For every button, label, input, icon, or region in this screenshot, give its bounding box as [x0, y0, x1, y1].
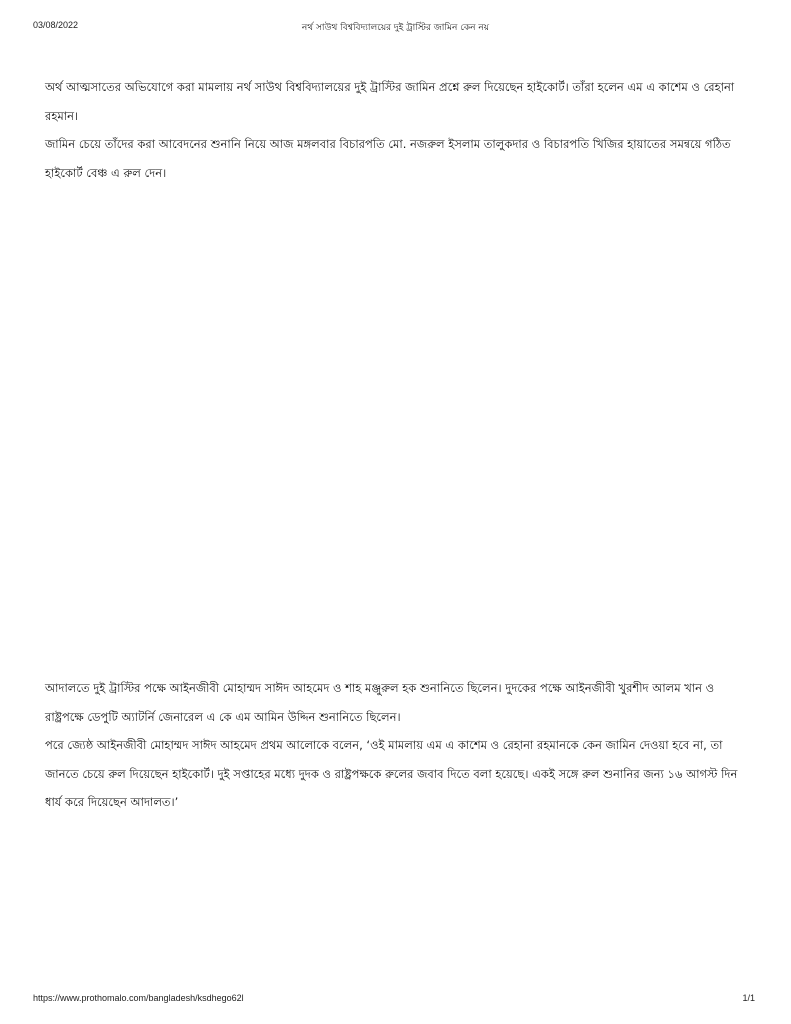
page-number: 1/1 [742, 993, 755, 1003]
page-title: নর্থ সাউথ বিশ্ববিদ্যালয়ের দুই ট্রাস্টির জামিন কেন নয় [301, 23, 490, 33]
article-body-bottom [45, 674, 750, 817]
article-body-top [45, 73, 750, 187]
article-paragraph: আদালতে দুই ট্রাস্টির পক্ষে আইনজীবী মোহাম্মদ সাঈদ আহমেদ ও শাহ মঞ্জুরুল হক শুনানিতে ছিলেন। দুদকের পক্ষে আইনজীবী খুরশীদ আলম খান ও রাষ্ট্রপক্ষে ডেপুটি অ্যাটর্নি জেনারেল এ কে এম আমিন উদ্দিন শুনানিতে ছিলেন। [45, 681, 715, 724]
article-paragraph: অর্থ আত্মসাতের অভিযোগে করা মামলায় নর্থ সাউথ বিশ্ববিদ্যালয়ের দুই ট্রাস্টির জামিন প্রশ্নে রুল দিয়েছেন হাইকোর্ট। তাঁরা হলেন এম এ কাশেম ও রেহানা রহমান। [45, 80, 735, 123]
print-date: 03/08/2022 [33, 20, 79, 30]
article-paragraph: পরে জ্যেষ্ঠ আইনজীবী মোহাম্মদ সাঈদ আহমেদ প্রথম আলোকে বলেন, ‘ওই মামলায় এম এ কাশেম ও রেহানা রহমানকে কেন জামিন দেওয়া হবে না, তা জানতে চেয়ে রুল দিয়েছেন হাইকোর্ট। দুই সপ্তাহের মধ্যে দুদক ও রাষ্ট্রপক্ষকে রুলের জবাব দিতে বলা হয়েছে। একই সঙ্গে রুল শুনানির জন্য ১৬ আগস্ট দিন ধার্য করে দিয়েছেন আদালত।’ [45, 738, 738, 809]
source-url[interactable]: https://www.prothomalo.com/bangladesh/ksdhego62l [33, 993, 244, 1003]
article-paragraph: জামিন চেয়ে তাঁদের করা আবেদনের শুনানি নিয়ে আজ মঙ্গলবার বিচারপতি মো. নজরুল ইসলাম তালুকদার ও বিচারপতি খিজির হায়াতের সমন্বয়ে গঠিত হাইকোর্ট বেঞ্চ এ রুল দেন। [45, 137, 731, 180]
